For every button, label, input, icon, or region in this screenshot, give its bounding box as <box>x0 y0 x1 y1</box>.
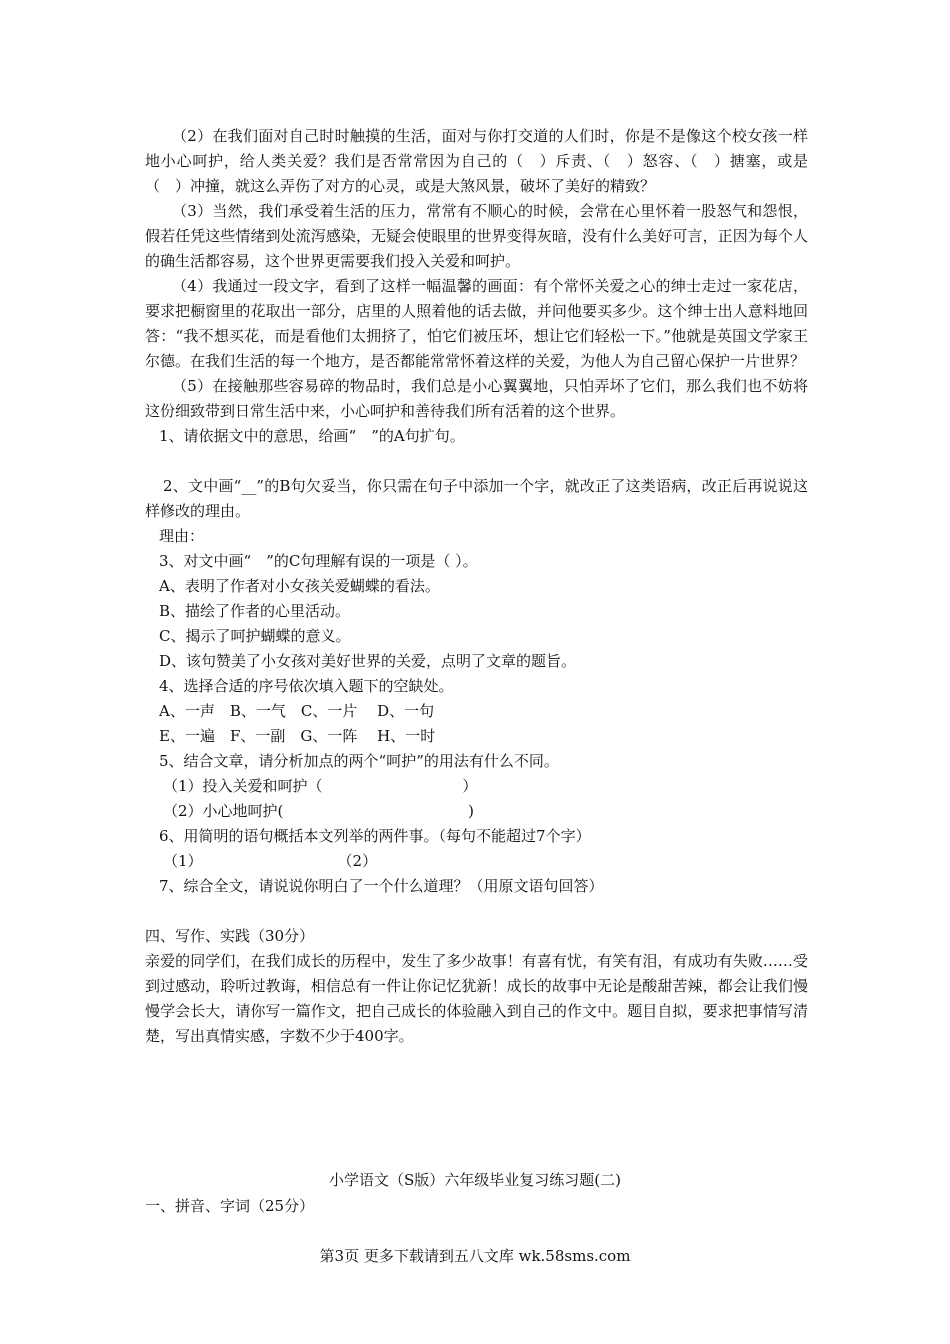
paragraph-5: （5）在接触那些容易碎的物品时，我们总是小心翼翼地，只怕弄坏了它们，那么我们也不妨将这份细致带到日常生活中来，小心呵护和善待我们所有活着的这个世界。 <box>145 377 808 420</box>
question-5: 5、结合文章，请分析加点的两个“呵护”的用法有什么不同。 <box>159 752 559 770</box>
question-5-part-2: （2）小心地呵护( ) <box>163 802 475 820</box>
question-3-option-a: A、表明了作者对小女孩关爱蝴蝶的看法。 <box>159 577 440 595</box>
question-4-options-row-1: A、一声 B、一气 C、一片 D、一句 <box>159 702 435 720</box>
paragraph-3: （3）当然，我们承受着生活的压力，常常有不顺心的时候，会常在心里怀着一股怒气和怨恨，假若任凭这些情绪到处流泻感染，无疑会使眼里的世界变得灰暗，没有什么美好可言，正因为每个人的确生活都容易，这个世界更需要我们投入关爱和呵护。 <box>145 202 808 270</box>
question-1: 1、请依据文中的意思，给画“ ”的A句扩句。 <box>159 427 465 445</box>
question-3-option-c: C、揭示了呵护蝴蝶的意义。 <box>159 627 351 645</box>
paragraph-2: （2）在我们面对自己时时触摸的生活，面对与你打交道的人们时，你是不是像这个校女孩一样地小心呵护，给人类关爱？我们是否常常因为自己的（ ）斥责、（ ）怒容、（ ）搪塞，或是（ ）冲撞，就这么弄伤了对方的心灵，或是大煞风景，破坏了美好的精致？ <box>145 127 808 195</box>
writing-prompt: 亲爱的同学们，在我们成长的历程中，发生了多少故事！有喜有忧，有笑有泪，有成功有失败……受到过感动，聆听过教诲，相信总有一件让你记忆犹新！成长的故事中无论是酸甜苦辣，都会让我们慢慢学会长大，请你写一篇作文，把自己成长的体验融入到自己的作文中。题目自拟，要求把事情写清楚，写出真情实感，字数不少于400字。 <box>145 952 808 1045</box>
next-exam-title: 小学语文（S版）六年级毕业复习练习题(二) <box>329 1171 621 1189</box>
question-6-blanks: （1） （2） <box>163 852 378 870</box>
question-5-part-1: （1）投入关爱和呵护（ ） <box>163 777 478 795</box>
answer-space-7 <box>145 899 808 924</box>
question-6: 6、用简明的语句概括本文列举的两件事。（每句不能超过7个字） <box>159 827 591 845</box>
question-2: 2、文中画“__”的B句欠妥当，你只需在句子中添加一个字，就改正了这类语病，改正后再说说这样修改的理由。 <box>145 477 808 520</box>
next-exam-section-title: 一、拼音、字词（25分） <box>145 1197 315 1215</box>
paragraph-4: （4）我通过一段文字，看到了这样一幅温馨的画面：有个常怀关爱之心的绅士走过一家花店，要求把橱窗里的花取出一部分，店里的人照着他的话去做，并问他要买多少。这个绅士出人意料地回答：“我不想买花，而是看他们太拥挤了，怕它们被压坏，想让它们轻松一下。”他就是英国文学家王尔德。在我们生活的每一个地方，是否都能常常怀着这样的关爱，为他人为自己留心保护一片世界？ <box>145 277 808 370</box>
question-4: 4、选择合适的序号依次填入题下的空缺处。 <box>159 677 454 695</box>
writing-section-title: 四、写作、实践（30分） <box>145 927 315 945</box>
question-3-option-b: B、描绘了作者的心里活动。 <box>159 602 351 620</box>
answer-space-1 <box>145 449 808 474</box>
question-2-reason: 理由： <box>159 527 205 545</box>
question-3-option-d: D、该句赞美了小女孩对美好世界的关爱，点明了文章的题旨。 <box>159 652 577 670</box>
question-3: 3、对文中画“ ”的C句理解有误的一项是（ ）。 <box>159 552 478 570</box>
main-content <box>145 124 808 1049</box>
question-4-options-row-2: E、一遍 F、一副 G、一阵 H、一时 <box>159 727 436 745</box>
question-7: 7、综合全文，请说说你明白了一个什么道理？（用原文语句回答） <box>159 877 604 895</box>
page-footer: 第3页 更多下载请到五八文库 wk.58sms.com <box>319 1247 631 1265</box>
